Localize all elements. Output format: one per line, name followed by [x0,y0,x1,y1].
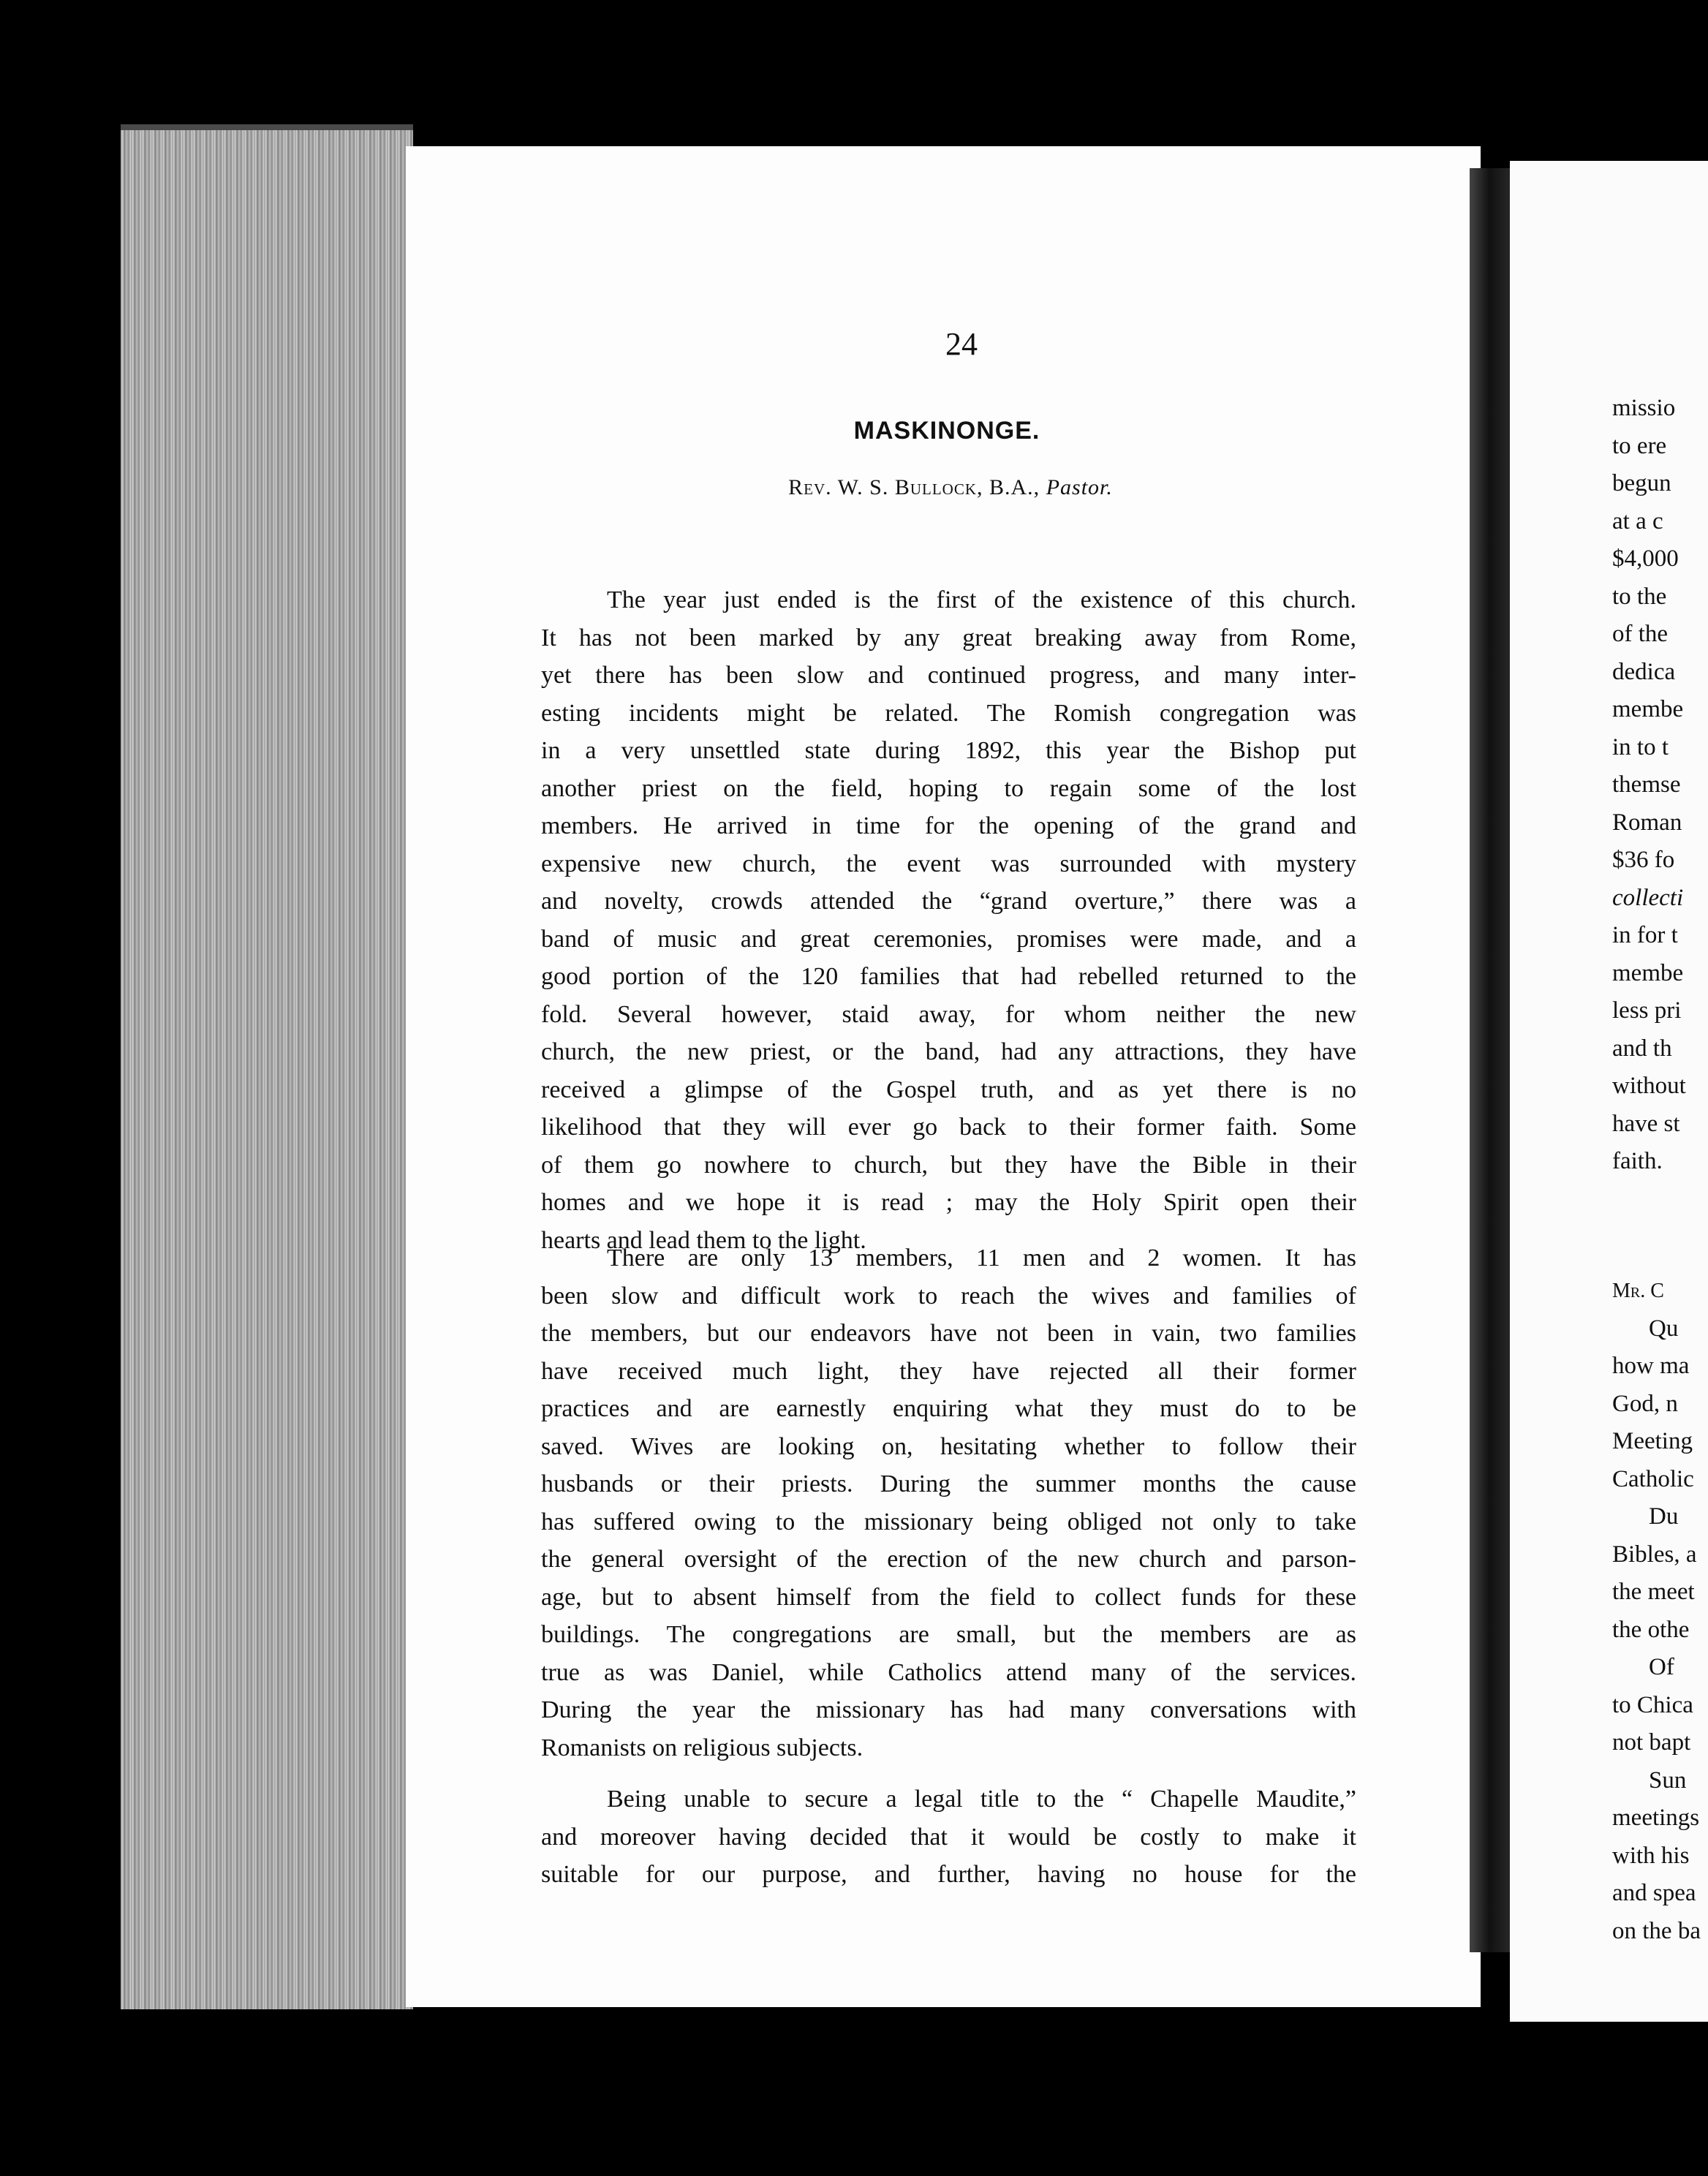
facing-line: the othe [1612,1616,1690,1643]
facing-line: and th [1612,1035,1672,1062]
facing-line: in to t [1612,733,1669,760]
text-line: and moreover having decided that it would be costly to make it [541,1823,1356,1851]
text-line: been slow and difficult work to reach the wives and families of [541,1282,1356,1310]
text-line: and novelty, crowds attended the “grand overture,” there was a [541,888,1356,915]
text-line: age, but to absent himself from the field to collect funds for these [541,1583,1356,1611]
text-line: true as was Daniel, while Catholics attend many of the services. [541,1658,1356,1686]
text-line: church, the new priest, or the band, had any attractions, they have [541,1038,1356,1065]
facing-line: begun [1612,470,1671,496]
facing-line: meetings [1612,1805,1700,1831]
text-line: husbands or their priests. During the summer months the cause [541,1470,1356,1497]
facing-line: have st [1612,1110,1680,1137]
facing-line: $36 fo [1612,847,1675,873]
text-line: band of music and great ceremonies, promises were made, and a [541,925,1356,953]
text-line: in a very unsettled state during 1892, this year the Bishop put [541,737,1356,764]
facing-line: Meeting [1612,1428,1693,1454]
pastor-role: Pastor. [1046,475,1113,499]
facing-line: Du [1649,1503,1679,1530]
facing-line: of the [1612,621,1669,647]
facing-line: to the [1612,583,1667,610]
text-line: have received much light, they have rejected all their former [541,1357,1356,1385]
text-line: It has not been marked by any great breaking away from Rome, [541,624,1356,651]
facing-line: missio [1612,395,1676,421]
facing-line: Catholic [1612,1465,1694,1492]
text-line: the members, but our endeavors have not been in vain, two families [541,1320,1356,1347]
book-page-edges [121,124,413,2009]
text-line: esting incidents might be related. The Romish congregation was [541,699,1356,727]
facing-line: with his [1612,1842,1690,1869]
facing-line: Of [1649,1654,1674,1680]
text-line: expensive new church, the event was surrounded with mystery [541,850,1356,877]
text-line: hearts and lead them to the light. [541,1226,866,1254]
text-line: good portion of the 120 families that had rebelled returned to the [541,963,1356,990]
facing-line: less pri [1612,997,1682,1024]
text-line: The year just ended is the first of the existence of this church. [607,586,1356,613]
facing-line: how ma [1612,1353,1690,1379]
facing-line: themse [1612,771,1681,798]
text-line: yet there has been slow and continued progress, and many inter- [541,662,1356,689]
text-line: another priest on the field, hoping to regain some of the lost [541,774,1356,802]
paragraph-2 [541,1239,1356,1767]
text-line: of them go nowhere to church, but they have the Bible in their [541,1151,1356,1179]
facing-line: and spea [1612,1880,1696,1906]
page-number: 24 [945,326,978,362]
facing-line: membe [1612,959,1684,986]
paragraph-1 [541,581,1356,1259]
facing-page-column-2 [1612,1272,1708,1950]
text-line: suitable for our purpose, and further, having no house for the [541,1861,1356,1888]
facing-line: Mr. C [1612,1280,1664,1302]
facing-line: in for t [1612,922,1678,948]
text-line: fold. Several however, staid away, for whom neither the new [541,1000,1356,1028]
facing-line: to Chica [1612,1691,1693,1718]
facing-line: membe [1612,696,1684,722]
facing-line: faith. [1612,1148,1663,1174]
text-line: During the year the missionary has had many conversations with [541,1696,1356,1723]
text-line: Being unable to secure a legal title to the “ Chapelle Maudite,” [607,1786,1356,1813]
facing-line: Qu [1649,1315,1679,1342]
facing-line: the meet [1612,1579,1695,1605]
facing-line: Sun [1649,1767,1687,1794]
text-line: likelihood that they will ever go back to their former faith. Some [541,1114,1356,1141]
facing-line: on the ba [1612,1917,1701,1944]
paragraph-3 [541,1780,1356,1894]
pastor-name: Rev. W. S. Bullock, B.A., [788,475,1040,499]
facing-line: collecti [1612,884,1684,911]
text-line: the general oversight of the erection of the new church and parson- [541,1546,1356,1573]
facing-line: $4,000 [1612,545,1679,572]
text-line: buildings. The congregations are small, but the members are as [541,1621,1356,1648]
facing-line: Bibles, a [1612,1541,1697,1568]
text-line: Romanists on religious subjects. [541,1734,864,1761]
text-line: There are only 13 members, 11 men and 2 women. It has [607,1244,1356,1272]
byline [658,475,1243,500]
text-line: practices and are earnestly enquiring what they must do to be [541,1395,1356,1422]
facing-page-column-1 [1612,390,1708,1181]
section-title: MASKINONGE. [853,417,1040,445]
facing-line: dedica [1612,658,1676,685]
text-line: has suffered owing to the missionary being obliged not only to take [541,1508,1356,1535]
facing-line: at a c [1612,507,1663,534]
facing-line: without [1612,1073,1686,1099]
text-line: homes and we hope it is read ; may the Holy Spirit open their [541,1189,1356,1216]
text-line: members. He arrived in time for the opening of the grand and [541,812,1356,839]
text-line: saved. Wives are looking on, hesitating whether to follow their [541,1432,1356,1460]
facing-line: not bapt [1612,1729,1691,1756]
facing-line: to ere [1612,432,1667,459]
text-line: received a glimpse of the Gospel truth, and as yet there is no [541,1076,1356,1103]
facing-line: God, n [1612,1390,1678,1417]
facing-line: Roman [1612,809,1682,836]
book-gutter [1470,168,1514,1952]
